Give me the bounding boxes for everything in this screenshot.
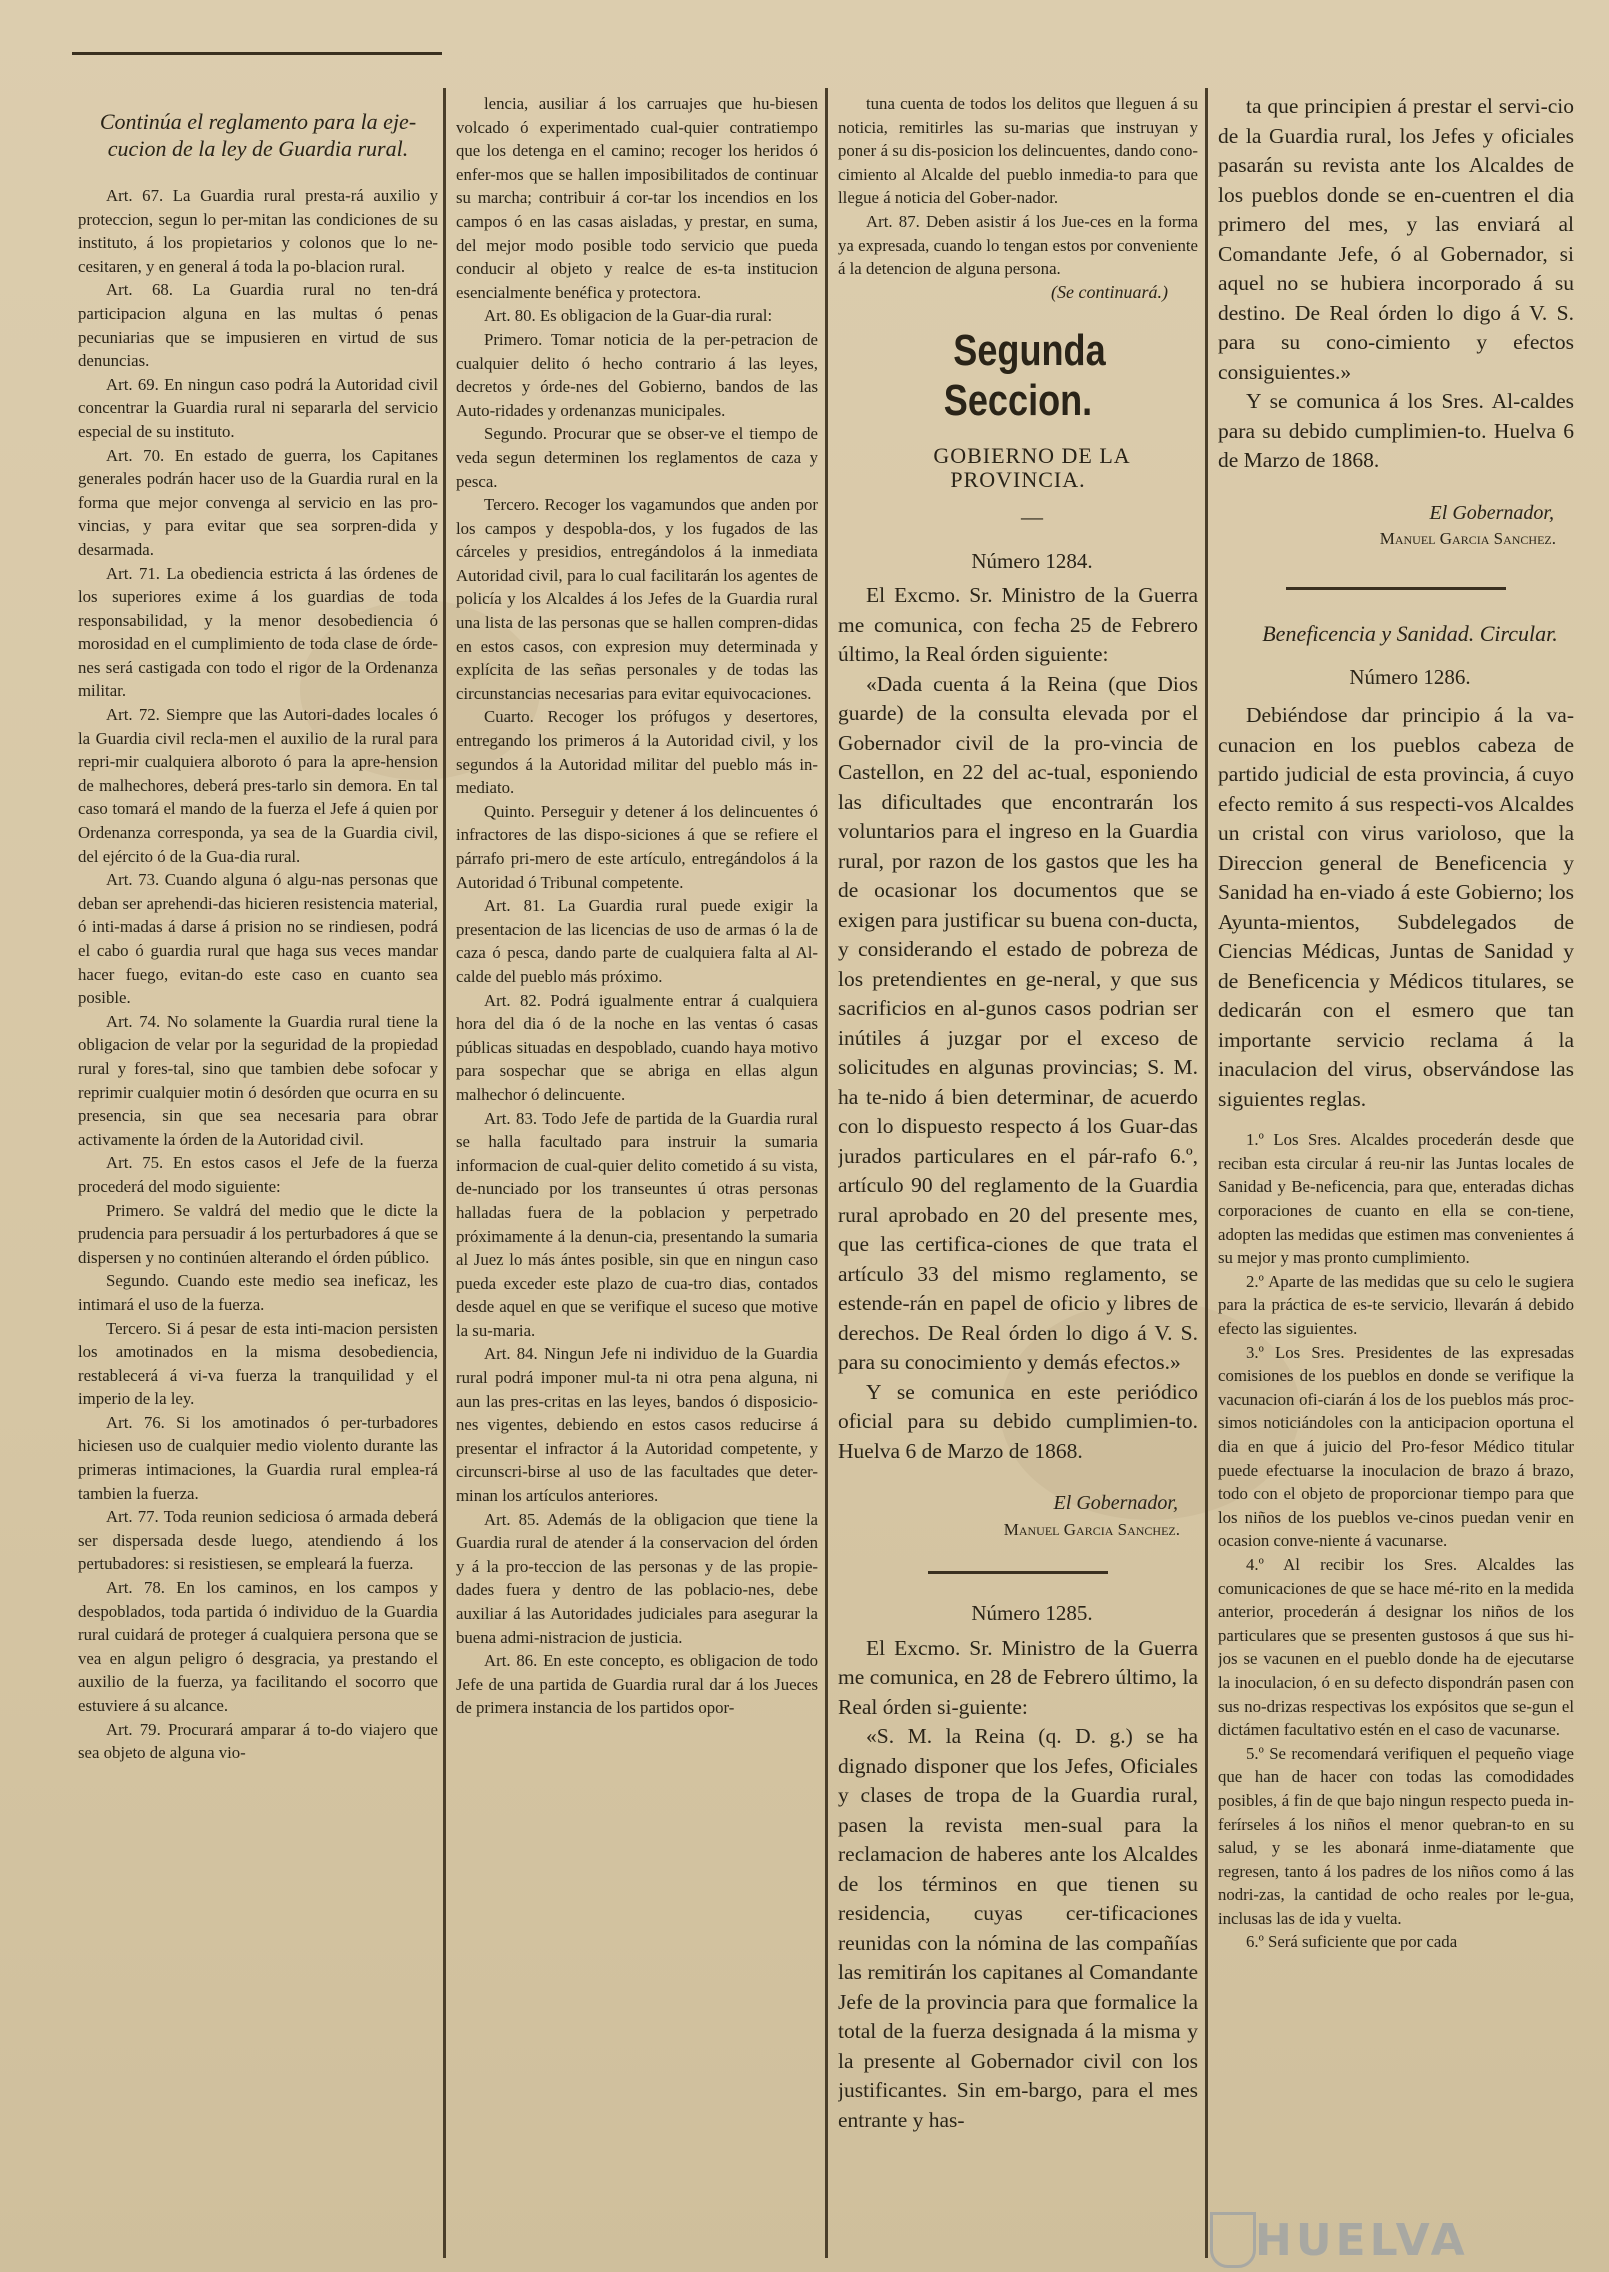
paragraph: Segundo. Procurar que se obser-ve el tiempo de veda segun determinen los reglamentos de caza y pesca. (456, 424, 818, 491)
column-rule (825, 88, 828, 2258)
paragraph: Y se comunica á los Sres. Al-caldes para su debido cumplimien-to. Huelva 6 de Marzo de 1868. (1218, 389, 1574, 472)
paragraph: Art. 68. La Guardia rural no ten-drá participacion alguna en las multas ó penas pecuniarias que se impusieren en virtud de sus denuncias. (78, 280, 438, 371)
column-4 (1218, 92, 1574, 2252)
paragraph: Art. 84. Ningun Jefe ni individuo de la Guardia rural podrá imponer mul-ta ni otra pena alguna, ni aun las pres-critas en las leyes, bandos ó disposicio-nes vigentes, debiendo en estos casos reducirse á presentar el infractor á la Autoridad competente, y circunscri-birse al uso de las facultades que deter-minan los artículos anteriores. (456, 1344, 818, 1506)
sanidad-heading: Beneficencia y Sanidad. Circular. (1262, 620, 1558, 646)
paragraph: tuna cuenta de todos los delitos que lleguen á su noticia, remitirles las su-marias que instruyan y poner á su dis-posicion los delincuentes, dando cono-cimiento al Alcalde del pueblo inmedia-to para que llegue á noticia del Gober-nador. (838, 94, 1198, 208)
paragraph: Art. 82. Podrá igualmente entrar á cualquiera hora del dia ó de la noche en las ventas ó casas públicas situadas en despoblado, cuando haya motivo para sospechar que se abriga en ellas algun malhechor ó delincuente. (456, 990, 818, 1104)
paragraph: 2.º Aparte de las medidas que su celo le sugiera para la práctica de es-te servicio, llevarán á debido efecto las siguientes. (1218, 1271, 1574, 1339)
section-title: Segunda Seccion. (943, 326, 1106, 426)
shield-logo-icon (1210, 2212, 1256, 2268)
paragraph: Art. 75. En estos casos el Jefe de la fuerza procederá del modo siguiente: (78, 1153, 438, 1196)
divider-rule (928, 1571, 1108, 1574)
paragraph: Art. 87. Deben asistir á los Jue-ces en la forma ya expresada, cuando lo tengan estos por conveniente á la detencion de alguna persona. (838, 211, 1198, 279)
column-1 (78, 108, 438, 2252)
number-1284-heading: Número 1284. (971, 548, 1093, 573)
paragraph: 6.º Será suficiente que por cada (1246, 1932, 1458, 1952)
paragraph: Art. 71. La obediencia estricta á las órdenes de los superiores exime á los guardias de toda responsabilidad, y la menor desobediencia ó morosidad en el cumplimiento de toda clase de órde-nes será castigada con todo el rigor de la Ordenanza militar. (78, 563, 438, 701)
column-2-body (456, 92, 818, 1720)
signature-title: El Gobernador, (1053, 1492, 1178, 1515)
paragraph: Y se comunica en este periódico oficial para su debido cumplimien-to. Huelva 6 de Marzo de 1868. (838, 1379, 1198, 1463)
number-1286-intro: Debiéndose dar principio á la va-cunacion en los pueblos cabeza de partido judicial de esta provincia, á cuyo efecto remito á sus respecti-vos Alcaldes un cristal con virus varioloso, que la Direccion general de Beneficencia y Sanidad ha en-viado á este Gobierno; los Ayunta-mientos, Subdelegados de Ciencias Médicas, Juntas de Sanidad y de Beneficencia y Médicos titulares, se dedicarán con el esmero que tan importante servicio reclama á la inaculacion del virus, observándose las siguientes reglas. (1218, 703, 1574, 1111)
paragraph: Segundo. Cuando este medio sea ineficaz, les intimará el uso de la fuerza. (78, 1271, 438, 1314)
paragraph: El Excmo. Sr. Ministro de la Guerra me comunica, en 28 de Febrero último, la Real órden si-guiente: (838, 1635, 1198, 1719)
watermark: HUELVA (1255, 2215, 1469, 2266)
paragraph: Art. 70. En estado de guerra, los Capitanes generales podrán hacer uso de la Guardia rural en la forma que mejor convenga al servicio en las pro-vincias, y para evitar que sea sorpren-dida y desarmada. (78, 445, 438, 559)
paragraph: Art. 73. Cuando alguna ó algu-nas personas que deban ser aprehendi-das hicieren resistencia material, ó inti-madas á darse á prision no se rindiesen, podrá el cabo ó guardia rural que haga sus veces mandar hacer fuego, evitan-do este caso en cuanto sea posible. (78, 870, 438, 1008)
column-3 (838, 92, 1198, 2252)
paragraph: «Dada cuenta á la Reina (que Dios guarde) de la consulta elevada por el Gobernador civil de la pro-vincia de Castellon, en 22 del ac-tual, esponiendo las dificultades que encontrarán los voluntarios para el ingreso en la Guardia rural, por razon de los gastos que les ha de ocasionar los documentos que se exigen para justificar su buena con-ducta, y considerando el estado de pobreza de los pretendientes en ge-neral, y que sus sacrificios en al-gunos casos podrian ser inútiles á juzgar por el exceso de solicitudes en algunas provincias; S. M. ha te-nido á bien determinar, de acuerdo con lo dispuesto respecto á los Guar-das jurados particulares en el pár-rafo 6.º, artículo 90 del reglamento de la Guardia rural aprobado en 20 del presente mes, que las certifica-ciones de que trata el artículo 33 del mismo reglamento, se estende-rán en papel de oficio y libres de derechos. De Real órden lo digo á V. S. para su conocimiento y demás efectos.» (838, 671, 1198, 1375)
paragraph: «S. M. la Reina (q. D. g.) se ha dignado disponer que los Jefes, Oficiales y clases de tropa de la Guardia rural, pasen la revista men-sual para la reclamacion de haberes ante los Alcaldes de los términos en que tienen su residencia, cuyas cer-tificaciones reunidas con la nómina de las compañías las remitirán los capitanes al Comandante Jefe de la provincia para que formalice la total de la fuerza designada á la misma y la presente al Gobernador civil con los justificantes. Sin em-bargo, para el mes entrante y has- (838, 1724, 1198, 2132)
paragraph: Art. 76. Si los amotinados ó per-turbadores hiciesen uso de cualquier medio violento durante las primeras intimaciones, la Guardia rural emplea-rá tambien la fuerza. (78, 1412, 438, 1503)
rules-list (1218, 1128, 1574, 1954)
divider-rule (1286, 587, 1506, 590)
paragraph: Tercero. Recoger los vagamundos que anden por los campos y despobla-dos, y los fugados de las cárceles y presidios, entregándolos á la inmediata Autoridad civil, para lo cual facilitarán los agentes de policía y los Alcaldes á los Jefes de la Guardia rural una lista de las personas que se hallen compren-didas en estos casos, con expresion muy determinada y explícita de las señas personales y de todas las circunstancias necesarias para evitar equivocaciones. (456, 495, 818, 703)
column-2 (456, 92, 818, 2252)
column-4-top (1218, 92, 1574, 476)
paragraph: Art. 77. Toda reunion sediciosa ó armada deberá ser dispersada desde luego, atendiendo á los pertubadores: si resistiesen, se empleará la fuerza. (78, 1507, 438, 1574)
signature-title: El Gobernador, (1429, 501, 1554, 524)
paragraph: 5.º Se recomendará verifiquen el pequeño viage que han de hacer con todas las comodidades posibles, á fin de que bajo ningun respecto pueda in-ferírseles á los niños el menor quebran-to en su salud, y se les abonará inme-diatamente que regresen, tanto á los padres de los niños como á las nodri-zas, la cantidad de ocho reales por le-gua, inclusas las de ida y vuelta. (1218, 1743, 1574, 1928)
column-rule (1205, 88, 1208, 2258)
paragraph: 4.º Al recibir los Sres. Alcaldes las comunicaciones de que se hace mé-rito en la medida anterior, procederán á designar los niños de los particulares que se presenten gustosos á que sus hi-jos se vacunen en el pueblo donde ha de ejecutarse la inoculacion, ó en su defecto dispondrán pasen con sus no-drizas respectivas los expósitos que se-gun el dictámen facultativo estén en el caso de vacunarse. (1218, 1554, 1574, 1740)
gobierno-heading: GOBIERNO DE LA PROVINCIA. (933, 443, 1131, 492)
paragraph: Quinto. Perseguir y detener á los delincuentes ó infractores de las dispo-siciones á que se refiere el párrafo pri-mero de este artículo, entregándolos á la Autoridad ó Tribunal competente. (456, 801, 818, 892)
signature-name: Manuel Garcia Sanchez. (1379, 529, 1556, 549)
continuara-note: (Se continuará.) (1051, 281, 1168, 302)
paragraph: Art. 86. En este concepto, es obligacion de todo Jefe de una partida de Guardia rural dar á los Jueces de primera instancia de los partidos opor- (456, 1651, 818, 1718)
paragraph: Tercero. Si á pesar de esta inti-macion persisten los amotinados en la misma desobediencia, restablecerá á vi-va fuerza la tranquilidad y el imperio de la ley. (78, 1318, 438, 1409)
number-1284-body (838, 581, 1198, 1466)
paragraph: Art. 85. Además de la obligacion que tiene la Guardia rural de atender á la conservacion del órden y á la pro-teccion de las personas y de las propie-dades fuera y dentro de las poblacio-nes, debe auxiliar á las Autoridades judiciales para asegurar la buena admi-nistracion de justicia. (456, 1509, 818, 1647)
number-1285-heading: Número 1285. (971, 1601, 1093, 1626)
paragraph: Art. 79. Procurará amparar á to-do viajero que sea objeto de alguna vio- (78, 1719, 438, 1763)
column-1-heading: Continúa el reglamento para la eje-cucion de la ley de Guardia rural. (99, 109, 417, 161)
paragraph: Art. 72. Siempre que las Autori-dades locales ó la Guardia civil recla-men el auxilio de la rural para repri-mir cualquiera alboroto ó para la apre-hension de malhechores, deberá pres-tarlo sin demora. En tal caso tomará el mando de la fuerza el Jefe á quien por Ordenanza corresponda, ya sea de la Guardia civil, del ejército ó de la Gua-dia rural. (78, 705, 438, 866)
signature-name: Manuel Garcia Sanchez. (1003, 1519, 1180, 1539)
paragraph: Art. 78. En los caminos, en los campos y despoblados, toda partida ó individuo de la Guardia rural cuidará de proteger á cualquiera persona que se vea en algun peligro ó desgracia, ya prestando el auxilio de la fuerza, ya facilitando el socorro que estuviere á su alcance. (78, 1578, 438, 1715)
paragraph: Art. 80. Es obligacion de la Guar-dia rural: (484, 306, 773, 326)
column-1-body (78, 184, 438, 1765)
paragraph: Art. 67. La Guardia rural presta-rá auxilio y proteccion, segun lo per-mitan las condiciones de su instituto, á los propietarios y colonos que lo ne-cesitaren, y en general á toda la po-blacion rural. (78, 186, 438, 276)
number-1285-body (838, 1634, 1198, 2136)
paragraph: lencia, ausiliar á los carruajes que hu-biesen volcado ó experimentado cual-quier contratiempo que los detenga en el camino; recoger los heridos ó enfer-mos que se hallen imposibilitados de continuar su marcha; contribuir á cor-tar los incendios en los campos ó en las casas aisladas, y prestar, en suma, del mejor modo posible todo servicio que pueda conducir al objeto y realce de es-ta institucion esencialmente benéfica y protectora. (456, 94, 818, 302)
paragraph: 3.º Los Sres. Presidentes de las expresadas comisiones de los pueblos en donde se verifique la vacunacion ofi-ciarán á los de los pueblos más proc-simos noticiándoles con la anticipacion oportuna el dia en que á juicio del Pro-fesor Médico titular puede efectuarse la inoculacion de brazo á brazo, todo con el objeto de proporcionar tiempo para que los niños de los pueblos ve-cinos puedan venir en ocasion conve-niente á vacunarse. (1218, 1342, 1574, 1551)
paragraph: Art. 83. Todo Jefe de partida de la Guardia rural se halla facultado para instruir la sumaria informacion de cual-quier delito cometido á su vista, de-nunciado por los transeuntes ú otras personas halladas fuera de la poblacion y perpetrado próximamente á la denun-cia, presentando la sumaria al Juez lo más ántes posible, sin que en ningun caso pueda exceder este plazo de cua-tro dias, contados desde aquel en que se verifique el suceso que motive la su-maria. (456, 1108, 818, 1340)
paragraph: Primero. Se valdrá del medio que le dicte la prudencia para persuadir á los perturbadores á que se dispersen y no continúen alterando el órden público. (78, 1200, 438, 1267)
dash-divider: — (1021, 503, 1043, 529)
paragraph: Art. 74. No solamente la Guardia rural tiene la obligacion de velar por la seguridad de la propiedad rural y fores-tal, sino que tambien debe sofocar y reprimir cualquier motin ó desórden que ocurra en su presencia, sin que sea necesaria para obrar activamente la órden de la Autoridad civil. (78, 1011, 438, 1149)
paragraph: 1.º Los Sres. Alcaldes procederán desde que reciban esta circular á reu-nir las Juntas locales de Sanidad y Be-neficencia, para que, enteradas dichas corporaciones de cuanto en ella se con-tiene, adopten las medidas que estimen mas convenientes á su mejor y mas pronto cumplimiento. (1218, 1130, 1574, 1268)
paragraph: Art. 81. La Guardia rural puede exigir la presentacion de las licencias de uso de armas ó la de caza ó pesca, dando parte de cualquiera falta al Al-calde del pueblo más próximo. (456, 896, 818, 986)
paragraph: El Excmo. Sr. Ministro de la Guerra me comunica, con fecha 25 de Febrero último, la Real órden siguiente: (838, 583, 1198, 667)
column-3-top (838, 92, 1198, 281)
number-1286-heading: Número 1286. (1349, 664, 1471, 689)
paragraph: Cuarto. Recoger los prófugos y desertores, entregando los primeros á la Autoridad civil, y los segundos á la Autoridad militar del pueblo más in-mediato. (456, 707, 818, 798)
paragraph: Art. 69. En ningun caso podrá la Autoridad civil concentrar la Guardia rural ni separarla del servicio especial de su instituto. (78, 374, 438, 441)
paragraph: Primero. Tomar noticia de la per-petracion de cualquier delito ó hecho contrario á las leyes, decretos y órde-nes del Gobierno, bandos de las Auto-ridades y ordenanzas municipales. (456, 329, 818, 420)
top-rule (72, 52, 442, 55)
paragraph: ta que principien á prestar el servi-cio de la Guardia rural, los Jefes y oficiales pasarán su revista ante los Alcaldes de los pueblos donde se en-cuentren el dia primero del mes, y las enviará al Comandante Jefe, ó al Gobernador, si aquel no se hubiera incorporado á su destino. De Real órden lo digo á V. S. para su cono-cimiento y efectos consiguientes.» (1218, 94, 1574, 384)
column-rule (443, 88, 446, 2258)
